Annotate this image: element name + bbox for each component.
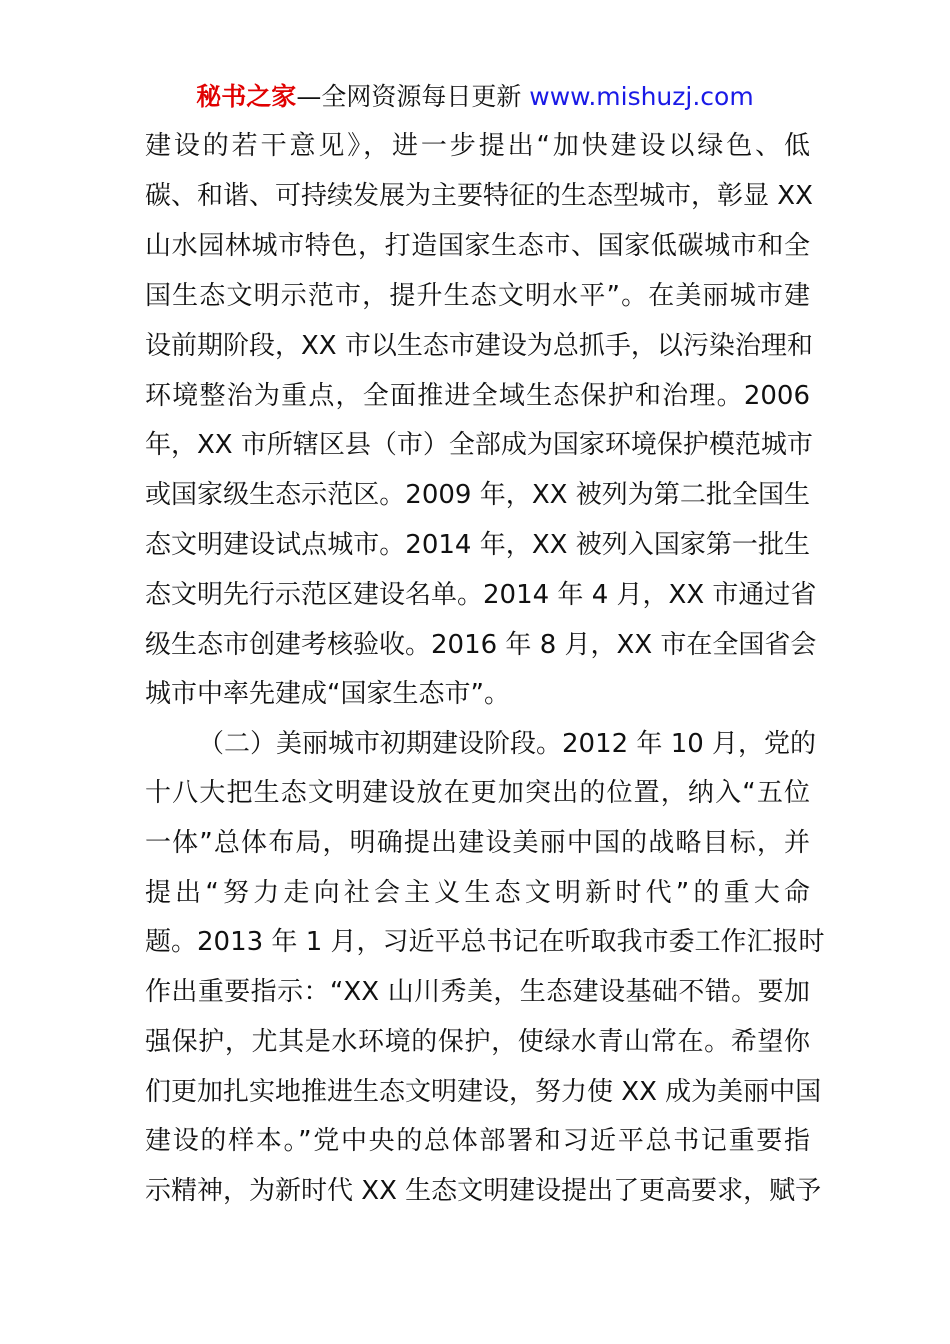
- body-line: 级生态市创建考核验收。2016 年 8 月，XX 市在全国省会: [145, 630, 817, 660]
- body-line: 山水园林城市特色，打造国家生态市、国家低碳城市和全: [145, 231, 810, 261]
- body-line: 态文明先行示范区建设名单。2014 年 4 月，XX 市通过省: [145, 580, 817, 610]
- body-line: 作出重要指示：“XX 山川秀美，生态建设基础不错。要加: [145, 977, 810, 1007]
- body-line: 示精神，为新时代 XX 生态文明建设提出了更高要求，赋予: [145, 1176, 822, 1206]
- body-line: 提出“努力走向社会主义生态文明新时代”的重大命: [145, 878, 810, 908]
- body-line: 建设的样本。”党中央的总体部署和习近平总书记重要指: [145, 1126, 810, 1156]
- body-line: 态文明建设试点城市。2014 年，XX 被列入国家第一批生: [145, 530, 810, 560]
- body-line: 城市中率先建成“国家生态市”。: [145, 679, 510, 709]
- header-tagline: —全网资源每日更新: [296, 82, 522, 111]
- body-line: 强保护，尤其是水环境的保护，使绿水青山常在。希望你: [145, 1027, 810, 1057]
- body-line: 题。2013 年 1 月，习近平总书记在听取我市委工作汇报时: [145, 927, 825, 957]
- brand-name: 秘书之家: [196, 82, 297, 111]
- body-line: 建设的若干意见》，进一步提出“加快建设以绿色、低: [145, 131, 810, 161]
- body-line: 碳、和谐、可持续发展为主要特征的生态型城市，彰显 XX: [145, 181, 813, 211]
- site-url-link[interactable]: www.mishuzj.com: [521, 82, 754, 111]
- body-line: 设前期阶段，XX 市以生态市建设为总抓手，以污染治理和: [145, 331, 813, 361]
- body-line: 或国家级生态示范区。2009 年，XX 被列为第二批全国生: [145, 480, 810, 510]
- page-header: [0, 80, 950, 114]
- body-line: 十八大把生态文明建设放在更加突出的位置，纳入“五位: [145, 778, 810, 808]
- body-line: 们更加扎实地推进生态文明建设，努力使 XX 成为美丽中国: [145, 1077, 822, 1107]
- body-line: 一体”总体布局，明确提出建设美丽中国的战略目标，并: [145, 828, 810, 858]
- body-line: 年，XX 市所辖区县（市）全部成为国家环境保护模范城市: [145, 430, 813, 460]
- body-line: 国生态文明示范市，提升生态文明水平”。在美丽城市建: [145, 281, 810, 311]
- body-line: 环境整治为重点，全面推进全域生态保护和治理。2006: [145, 381, 810, 411]
- body-line: （二）美丽城市初期建设阶段。2012 年 10 月，党的: [198, 729, 817, 759]
